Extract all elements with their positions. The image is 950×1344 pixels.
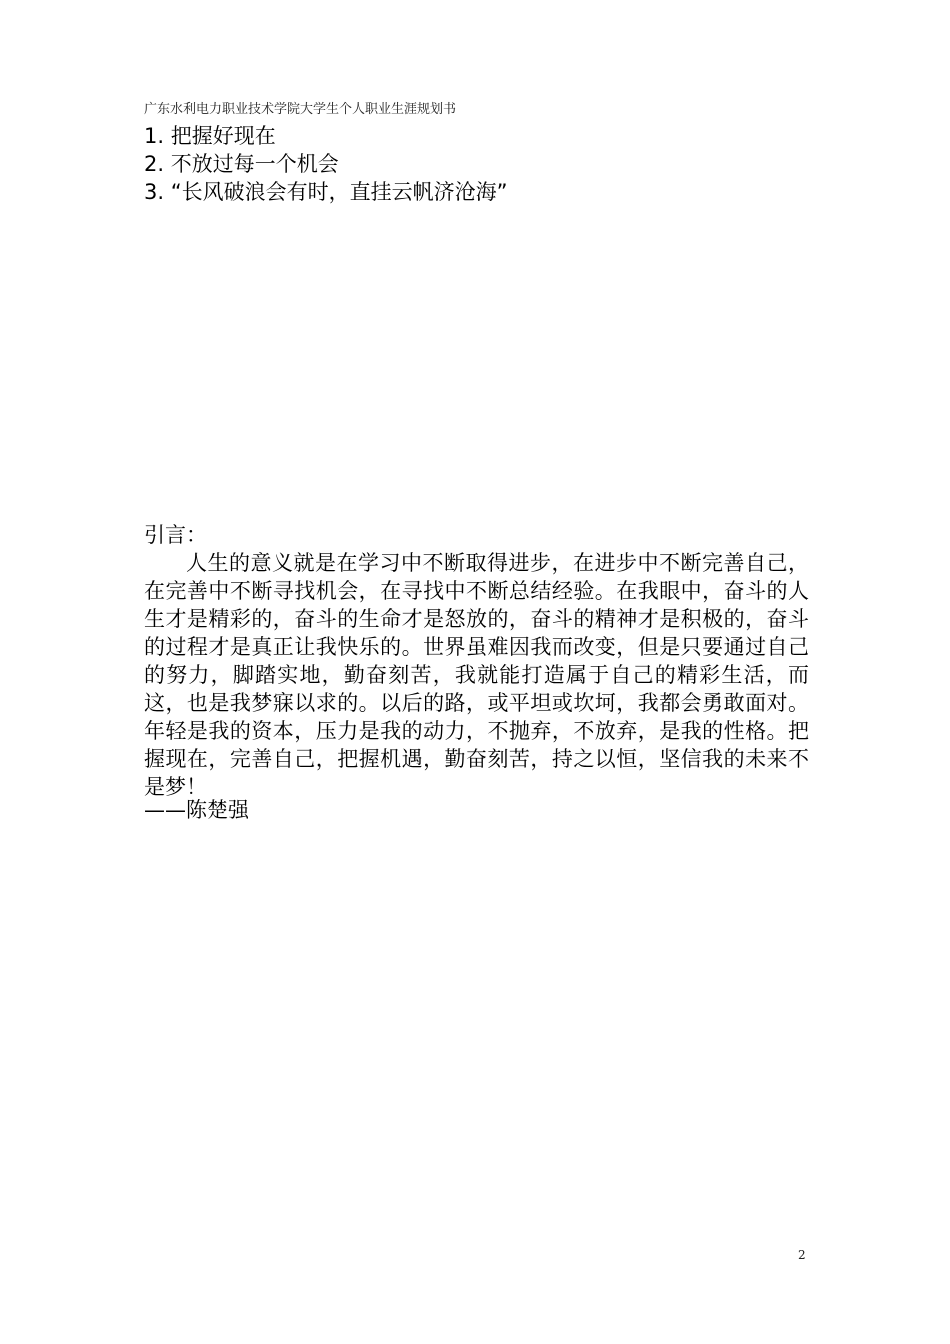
- page-number: 2: [798, 1248, 806, 1262]
- outline-item-2: 2. 不放过每一个机会: [144, 152, 339, 176]
- outline-item-1: 1. 把握好现在: [144, 124, 276, 148]
- author-signature: ——陈楚强: [144, 798, 249, 822]
- page-header-title: 广东水利电力职业技术学院大学生个人职业生涯规划书: [144, 102, 457, 117]
- intro-heading: 引言：: [144, 523, 207, 547]
- intro-paragraph: 人生的意义就是在学习中不断取得进步，在进步中不断完善自己，在完善中不断寻找机会，在寻找中不断总结经验。在我眼中，奋斗的人生才是精彩的，奋斗的生命才是怒放的，奋斗的精神才是积极的，奋斗的过程才是真正让我快乐的。世界虽难因我而改变，但是只要通过自己的努力，脚踏实地，勤奋刻苦，我就能打造属于自己的精彩生活，而这，也是我梦寐以求的。以后的路，或平坦或坎坷，我都会勇敢面对。年轻是我的资本，压力是我的动力，不抛弃，不放弃，是我的性格。把握现在，完善自己，把握机遇，勤奋刻苦，持之以恒，坚信我的未来不是梦！: [144, 551, 809, 799]
- outline-list: [144, 122, 507, 206]
- outline-item-3: 3. “长风破浪会有时，直挂云帆济沧海”: [144, 180, 508, 204]
